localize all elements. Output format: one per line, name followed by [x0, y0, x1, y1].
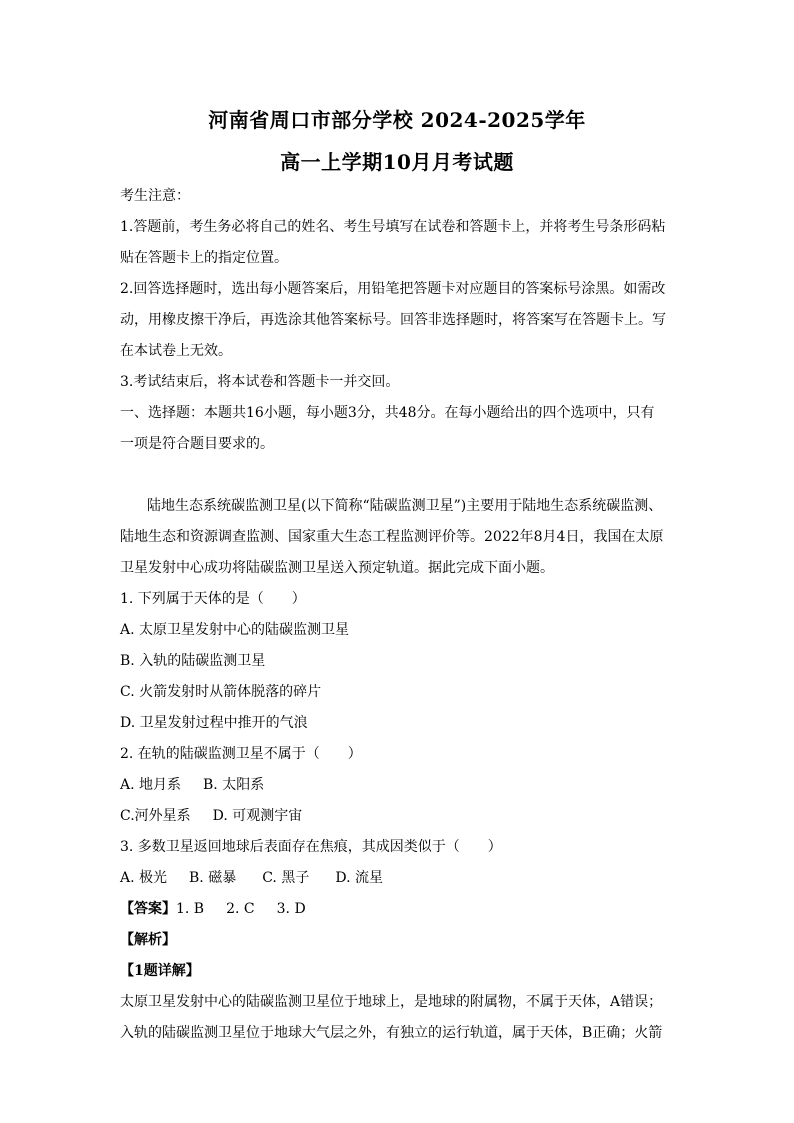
question-2-options-row-1	[120, 775, 675, 795]
answer-1: 1. B	[176, 901, 205, 917]
section-header-line-2: 一项是符合题目要求的。	[120, 436, 274, 452]
question-2-options-row-2	[120, 806, 675, 826]
question-3-option-b: B. 磁暴	[189, 870, 237, 886]
question-2-option-c: C.河外星系	[120, 808, 191, 824]
question-1-option-c: C. 火箭发射时从箭体脱落的碎片	[120, 684, 322, 700]
notice-item-1-line-1: 1.答题前，考生务必将自己的姓名、考生号填写在试卷和答题卡上，并将考生号条形码粘	[120, 219, 666, 235]
answer-2: 2. C	[226, 901, 255, 917]
question-1-option-a: A. 太原卫星发射中心的陆碳监测卫星	[120, 622, 350, 638]
question-1-option-b: B. 入轨的陆碳监测卫星	[120, 653, 266, 669]
exam-title-line1: 河南省周口市部分学校 2024-2025学年	[208, 108, 586, 132]
section-header-line-1: 一、选择题：本题共16小题，每小题3分，共48分。在每小题给出的四个选项中，只有	[120, 405, 655, 421]
answer-label: 【答案】	[120, 901, 176, 917]
passage-line-3: 卫星发射中心成功将陆碳监测卫星送入预定轨道。据此完成下面小题。	[120, 560, 554, 576]
analysis-q1-label: 【1题详解】	[120, 963, 200, 979]
notice-item-3: 3.考试结束后，将本试卷和答题卡一并交回。	[120, 374, 400, 390]
answer-line	[120, 899, 675, 919]
notice-item-1-line-2: 贴在答题卡上的指定位置。	[120, 250, 288, 266]
passage-line-2: 陆地生态和资源调查监测、国家重大生态工程监测评价等。2022年8月4日，我国在太原	[120, 529, 664, 545]
question-2-option-b: B. 太阳系	[203, 777, 265, 793]
exam-title-line2: 高一上学期10月月考试题	[280, 150, 514, 174]
notice-heading: 考生注意：	[120, 188, 190, 204]
analysis-q1-line-1: 太原卫星发射中心的陆碳监测卫星位于地球上，是地球的附属物，不属于天体，A错误；	[120, 994, 663, 1010]
question-3-option-d: D. 流星	[335, 870, 383, 886]
notice-item-2-line-3: 在本试卷上无效。	[120, 343, 232, 359]
question-2-option-a: A. 地月系	[120, 777, 182, 793]
answer-3: 3. D	[276, 901, 306, 917]
analysis-q1-line-2: 入轨的陆碳监测卫星位于地球大气层之外，有独立的运行轨道，属于天体，B正确；火箭	[120, 1025, 663, 1041]
question-2-stem: 2. 在轨的陆碳监测卫星不属于（ ）	[120, 746, 362, 762]
notice-item-2-line-2: 动，用橡皮擦干净后，再选涂其他答案标号。回答非选择题时，将答案写在答题卡上。写	[120, 312, 666, 328]
question-2-option-d: D. 可观测宇宙	[212, 808, 303, 824]
passage-line-1: 陆地生态系统碳监测卫星(以下简称“陆碳监测卫星”)主要用于陆地生态系统碳监测、	[147, 498, 663, 514]
question-3-option-c: C. 黑子	[262, 870, 310, 886]
question-3-option-a: A. 极光	[120, 870, 168, 886]
question-3-options	[120, 868, 675, 888]
question-3-stem: 3. 多数卫星返回地球后表面存在焦痕，其成因类似于（ ）	[120, 839, 502, 855]
question-1-option-d: D. 卫星发射过程中推开的气浪	[120, 715, 308, 731]
notice-item-2-line-1: 2.回答选择题时，选出每小题答案后，用铅笔把答题卡对应题目的答案标号涂黑。如需改	[120, 281, 666, 297]
analysis-label: 【解析】	[120, 932, 176, 948]
question-1-stem: 1. 下列属于天体的是（ ）	[120, 591, 306, 607]
